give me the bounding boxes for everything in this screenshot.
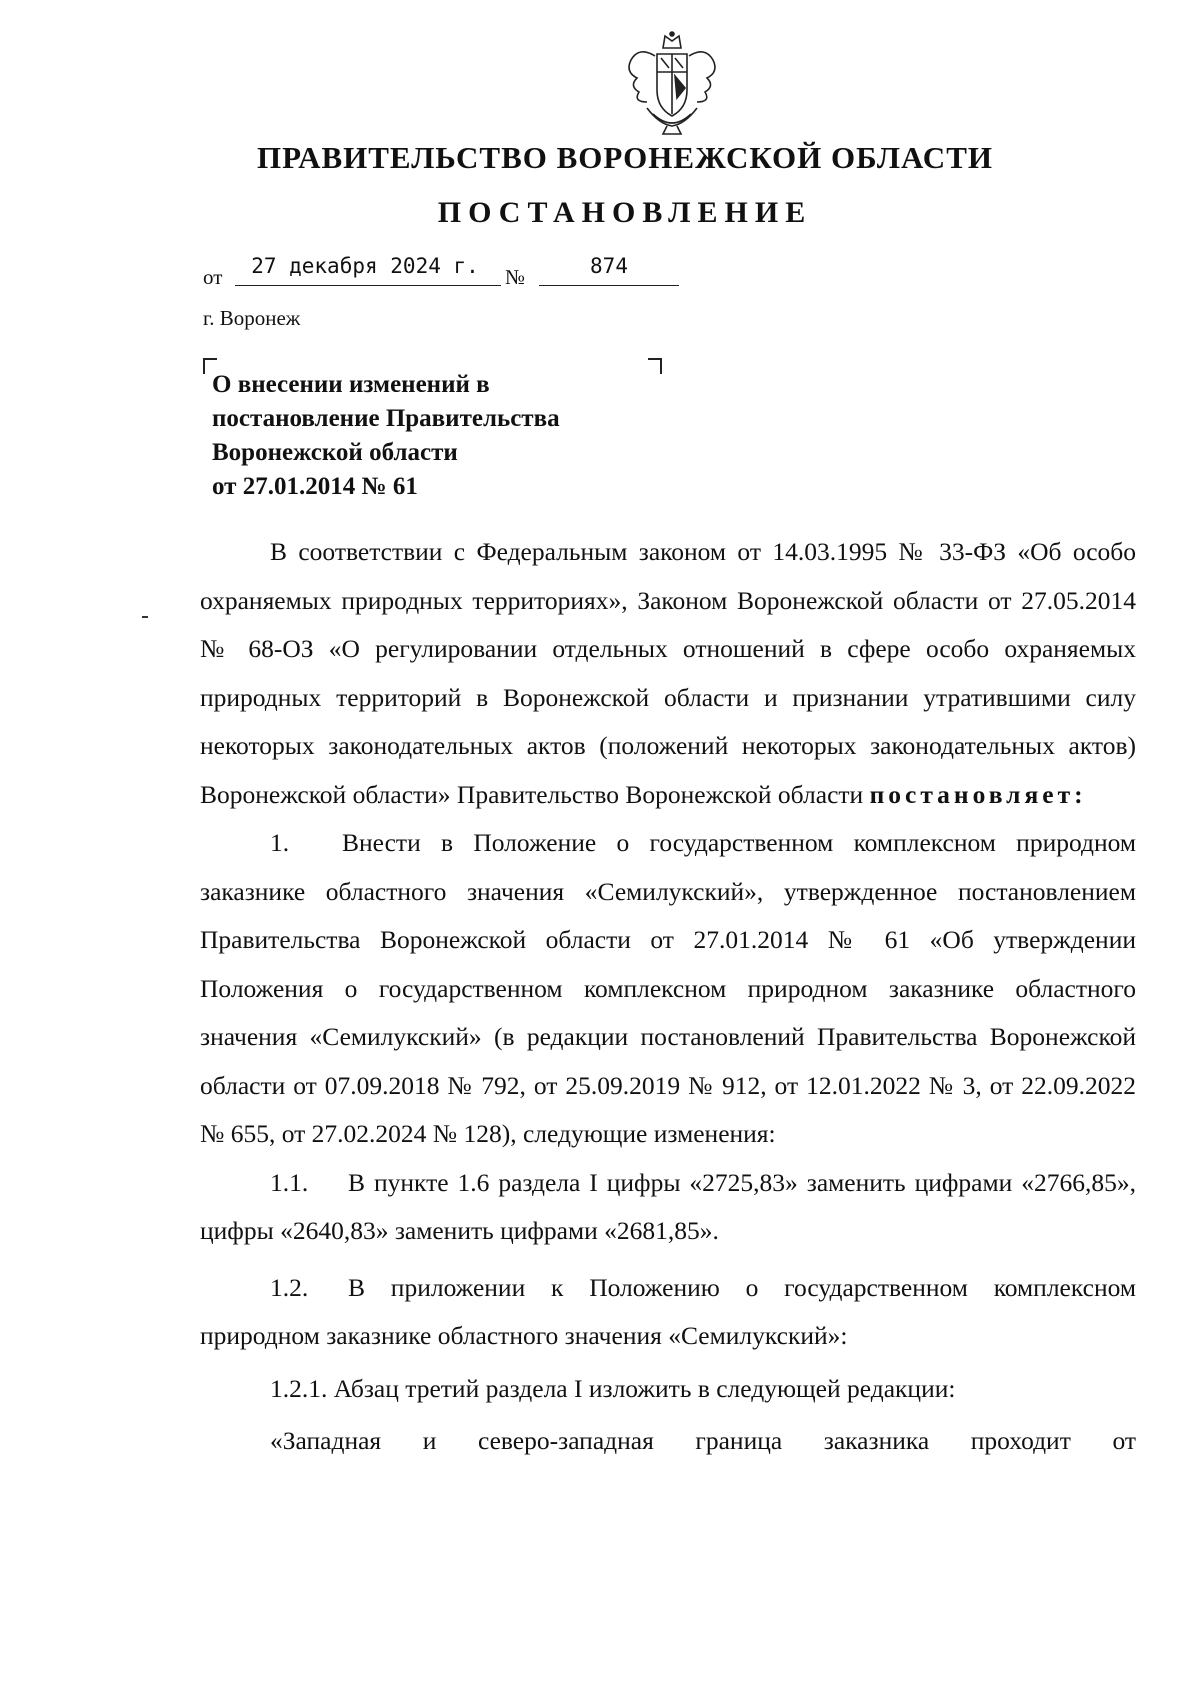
paragraph-1 (200, 819, 1136, 1159)
coat-of-arms-icon (617, 28, 727, 138)
paragraph-number: 1.2. (270, 1272, 309, 1302)
paragraph-text: В приложении к Положению о государственном комплексном природном заказнике областного значения «Семилукский»: (200, 1272, 1136, 1350)
resolves-colon: : (1074, 779, 1083, 809)
preamble-text: В соответствии с Федеральным законом от 14.03.1995 № 33-ФЗ «Об особо охраняемых природных территориях», Законом Воронежской области от 27.05.2014 № 68-ОЗ «О регулировании отдельных отношений в сфере особо охраняемых природных территорий в Воронежской области и признании утратившими силу некоторых законодательных актов (положений некоторых законодательных актов) Воронежской области» Правительство Воронежской области (200, 537, 1136, 809)
date-underline (235, 285, 501, 286)
paragraph-1-2 (200, 1264, 1136, 1361)
dateline (203, 250, 683, 290)
subject-line: от 27.01.2014 № 61 (212, 473, 418, 500)
number-label: № (505, 265, 526, 289)
paragraph-1-1 (200, 1159, 1136, 1256)
paragraph-text: 1.2.1. Абзац третий раздела I изложить в следующей редакции: (270, 1373, 956, 1403)
document-number: 874 (590, 254, 628, 278)
subject-line: О внесении изменений в (212, 371, 490, 398)
document-body (200, 528, 1136, 1466)
document-date: 27 декабря 2024 г. (251, 254, 479, 278)
document-type: ПОСТАНОВЛЕНИЕ (437, 196, 813, 229)
paragraph-text: «Западная и северо-западная граница заказника проходит от (270, 1426, 1136, 1455)
margin-mark (142, 616, 148, 618)
paragraph-text: Внести в Положение о государственном комплексном природном заказнике областного значения «Семилукский», утвержденное постановлением Правительства Воронежской области от 27.01.2014 № 61 «Об утверждении Положения о государственном комплексном природном заказнике областного значения «Семилукский» (в редакции постановлений Правительства Воронежской области от 07.09.2018 № 792, от 25.09.2019 № 912, от 12.01.2022 № 3, от 22.09.2022 № 655, от 27.02.2024 № 128), следующие изменения: (200, 828, 1136, 1148)
city: г. Воронеж (203, 306, 301, 330)
subject-line: постановление Правительства (212, 405, 560, 432)
paragraph-1-2-1 (200, 1365, 1136, 1414)
organization-title: ПРАВИТЕЛЬСТВО ВОРОНЕЖСКОЙ ОБЛАСТИ (257, 140, 993, 175)
paragraph-quote-start (200, 1417, 1136, 1466)
from-label: от (203, 265, 223, 289)
resolves-word: постановляет (869, 779, 1075, 809)
paragraph-number: 1.1. (270, 1167, 309, 1197)
corner-bracket-right (648, 358, 662, 374)
number-underline (539, 285, 679, 286)
subject-line: Воронежской области (212, 439, 458, 466)
paragraph-number: 1. (270, 828, 290, 857)
paragraph-text: В пункте 1.6 раздела I цифры «2725,83» заменить цифрами «2766,85», цифры «2640,83» заменить цифрами «2681,85». (200, 1167, 1136, 1245)
preamble-paragraph (200, 528, 1136, 819)
document-subject (212, 368, 560, 504)
